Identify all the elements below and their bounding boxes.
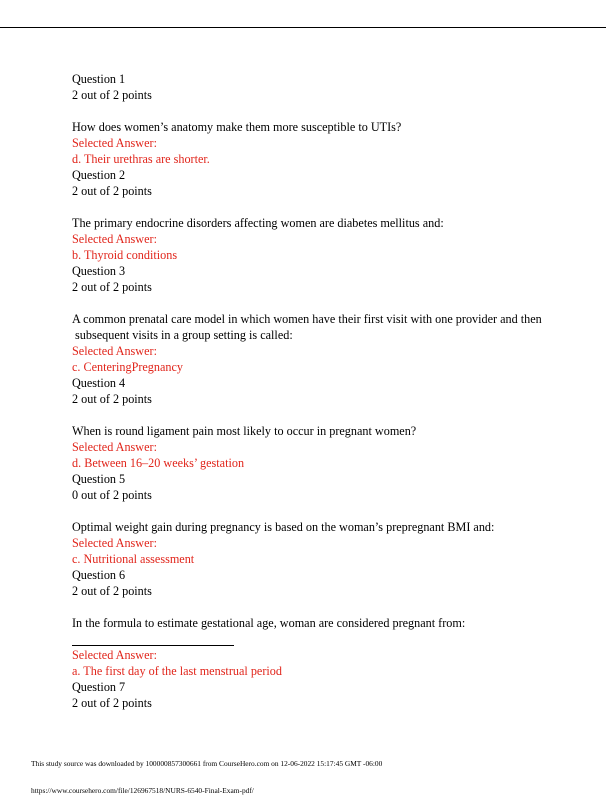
- selected-answer: d. Between 16–20 weeks’ gestation: [72, 456, 245, 470]
- selected-answer-label: Selected Answer:: [72, 536, 157, 550]
- question-prompt: A common prenatal care model in which women have their first visit with one provider and then: [72, 312, 542, 326]
- question-score: 2 out of 2 points: [72, 184, 152, 198]
- question-prompt: In the formula to estimate gestational age, woman are considered pregnant from:: [72, 616, 466, 630]
- selected-answer: c. Nutritional assessment: [72, 552, 195, 566]
- question-number: Question 2: [72, 168, 126, 182]
- question-score: 2 out of 2 points: [72, 392, 152, 406]
- question-prompt: How does women’s anatomy make them more susceptible to UTIs?: [72, 120, 402, 134]
- document-body: [72, 71, 542, 711]
- question-score: 2 out of 2 points: [72, 88, 152, 102]
- selected-answer-label: Selected Answer:: [72, 136, 157, 150]
- selected-answer-label: Selected Answer:: [72, 344, 157, 358]
- question-score: 0 out of 2 points: [72, 488, 152, 502]
- selected-answer: d. Their urethras are shorter.: [72, 152, 210, 166]
- question-prompt: Optimal weight gain during pregnancy is based on the woman’s prepregnant BMI and:: [72, 520, 495, 534]
- source-url[interactable]: https://www.coursehero.com/file/126967518/NURS-6540-Final-Exam-pdf/: [31, 786, 254, 795]
- question-prompt: When is round ligament pain most likely to occur in pregnant women?: [72, 424, 417, 438]
- question-score: 2 out of 2 points: [72, 696, 152, 710]
- selected-answer: b. Thyroid conditions: [72, 248, 178, 262]
- selected-answer-label: Selected Answer:: [72, 440, 157, 454]
- answer-separator-rule: [72, 645, 234, 646]
- top-rule: [0, 27, 606, 28]
- question-score: 2 out of 2 points: [72, 584, 152, 598]
- download-source-note: This study source was downloaded by 100000857300661 from CourseHero.com on 12-06-2022 15:17:45 GMT -06:00: [31, 759, 383, 768]
- question-prompt-continued: subsequent visits in a group setting is called:: [72, 328, 293, 342]
- question-score: 2 out of 2 points: [72, 280, 152, 294]
- question-number: Question 7: [72, 680, 126, 694]
- question-number: Question 1: [72, 72, 126, 86]
- question-number: Question 6: [72, 568, 126, 582]
- selected-answer: c. CenteringPregnancy: [72, 360, 184, 374]
- selected-answer-label: Selected Answer:: [72, 648, 157, 662]
- question-number: Question 4: [72, 376, 126, 390]
- selected-answer: a. The first day of the last menstrual period: [72, 664, 282, 678]
- question-prompt: The primary endocrine disorders affecting women are diabetes mellitus and:: [72, 216, 444, 230]
- question-number: Question 5: [72, 472, 126, 486]
- selected-answer-label: Selected Answer:: [72, 232, 157, 246]
- question-number: Question 3: [72, 264, 126, 278]
